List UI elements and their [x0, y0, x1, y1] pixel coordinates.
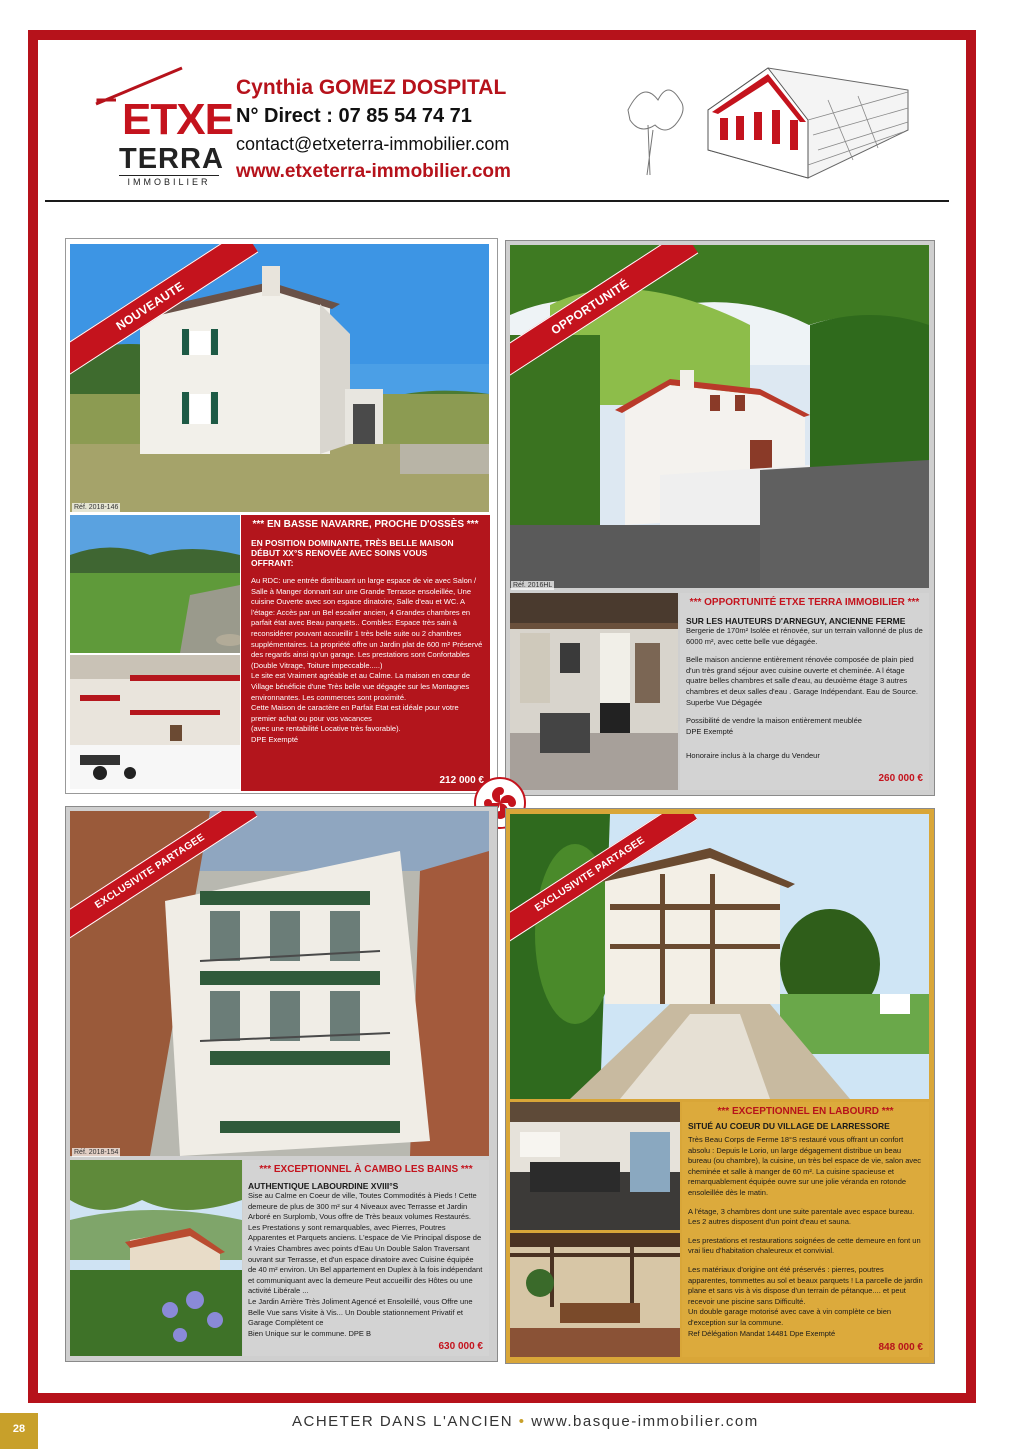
listing-2-para: Bergerie de 170m² Isolée et rénovée, sur un terrain vallonné de plus de 6000 m², avec cette belle vue dégagée. [686, 626, 923, 646]
listing-1-para: Cette Maison de caractère en Parfait Etat est idéale pour votre premier achat ou pour vos vacances [251, 703, 459, 723]
listing-2-photo-living [510, 593, 678, 790]
listing-4-para: Très Beau Corps de Ferme 18°S restauré vous offrant un confort absolu : Depuis le Lorio, un large dégagement distribue un beau bureau (ou chambre), la cuisine, un très bel espace de vie, salon avec cheminée et salle à manger de 60 m². La cuisine spacieuse et remarquablement équipée ouvre sur une jolie véranda en rotonde ensoleillée dès le matin. [688, 1135, 922, 1197]
listing-3-photo-garden [70, 1160, 242, 1356]
agent-name: Cynthia GOMEZ DOSPITAL [236, 76, 507, 99]
listing-3-title: *** EXCEPTIONNEL À CAMBO LES BAINS *** [259, 1164, 473, 1175]
page-number: 28 [0, 1413, 38, 1449]
listing-3-para: Le Jardin Arrière Très Joliment Agencé et Ensoleillé, vous Offre une Belle Vue sans Visite à Vis... Un Double stationnement Privatif et Garage Complètent ce [248, 1296, 473, 1328]
listing-2-description [686, 626, 923, 762]
ribbon-label: OPPORTUNITÉ [510, 245, 698, 384]
listing-1-text-panel [241, 515, 490, 791]
footer-website[interactable]: www.basque-immobilier.com [531, 1413, 759, 1430]
logo-immobilier: IMMOBILIER [119, 175, 219, 188]
listing-2-para: Belle maison ancienne entièrement rénovée composée de plain pied d'un très grand séjour avec cuisine ouverte et cheminée. A l étage quatre belles chambres et salle d'eau, au deuxième étage 3 autres chambres et deux salles d'eau . Garage Indépendant. Eau de Source. Superbe Vue Dégagée [686, 655, 919, 707]
agent-phone[interactable]: N° Direct : 07 85 54 74 71 [236, 105, 472, 127]
ribbon-label: EXCLUSIVITE PARTAGEE [510, 814, 697, 950]
listing-2-fees: Honoraire inclus à la charge du Vendeur [686, 751, 820, 761]
listing-2-title: *** OPPORTUNITÉ ETXE TERRA IMMOBILIER *** [689, 597, 920, 608]
header-divider [45, 200, 949, 202]
listing-3-dpe: Bien Unique sur le commune. DPE B [248, 1328, 371, 1338]
listing-4-text-panel [682, 1102, 929, 1357]
listing-1-para: (avec une rentabilité Locative très favorable). [251, 724, 401, 734]
listing-1-photo-kitchen [70, 655, 240, 789]
listing-1-para: Le site est Vraiment agréable et au Calme. La maison en cœur de Village bénéficie d'une Très belle vue dégagée sur les Montagnes environnantes. Les commerces sont proximité. [251, 671, 471, 702]
ribbon-label: NOUVEAUTE [70, 244, 258, 383]
listing-2-text-panel [680, 593, 929, 790]
ribbon-label: EXCLUSIVITE PARTAGEE [70, 811, 257, 947]
listing-1-ribbon [70, 244, 260, 394]
agency-website[interactable]: www.etxeterra-immobilier.com [236, 161, 511, 182]
listing-2-dpe: DPE Exempté [686, 726, 734, 736]
listing-3-text-panel [243, 1160, 489, 1356]
listing-1-price: 212 000 € [439, 775, 484, 786]
listing-4-para: Un double garage motorisé avec cave à vin complète ce bien d'exception sur la commune. [688, 1307, 892, 1327]
listing-4-para: Les prestations et restaurations soignées de cette demeure en font un vrai lieu d'habitation chaleureux et convivial. [688, 1235, 921, 1256]
listing-2-price: 260 000 € [878, 773, 923, 784]
listing-3-price: 630 000 € [438, 1341, 483, 1352]
logo-etxe: ETXE [122, 95, 233, 144]
listing-2-ribbon [510, 245, 700, 395]
footer-banner [292, 1413, 759, 1430]
listing-1-photo-garden [70, 515, 240, 653]
contact-block [236, 74, 511, 186]
listing-1-description [247, 576, 484, 746]
listing-1-dpe: DPE Exempté [251, 734, 299, 744]
listing-2-ref: Réf. 2016HL [513, 582, 553, 589]
listing-4-price: 848 000 € [878, 1342, 923, 1353]
listing-1-ref: Réf. 2018-146 [74, 504, 119, 511]
listing-4-para: A l'étage, 3 chambres dont une suite parentale avec espace bureau. Les 2 autres disposent d'un point d'eau et sauna. [688, 1206, 915, 1227]
footer-separator: • [518, 1413, 526, 1430]
listing-3-description [248, 1191, 484, 1339]
listing-4-ribbon [510, 814, 700, 964]
listing-1-title: *** EN BASSE NAVARRE, PROCHE D'OSSÈS *** [252, 519, 479, 530]
logo-terra: TERRA [119, 143, 224, 175]
listing-3-subtitle: AUTHENTIQUE LABOURDINE XVIII°S [248, 1181, 399, 1191]
listing-4-para: Les matériaux d'origine ont été préservés : pierres, poutres apparentes, tommettes au sol et beaux parquets ! La parcelle de jardin plane et sans vis à vis dispose d'un terrain de pétanque.... et peut recevoir une piscine sans Difficulté. [688, 1264, 923, 1306]
listing-3-ribbon [70, 811, 260, 961]
listing-4-dpe: Ref Délégation Mandat 14481 Dpe Exempté [688, 1328, 836, 1338]
listing-3-ref: Réf. 2018-154 [74, 1149, 119, 1156]
listing-2-para: Possibilité de vendre la maison entièrement meublée [686, 716, 862, 726]
footer-section: ACHETER DANS L'ANCIEN [292, 1413, 514, 1430]
etxeterra-logo [94, 66, 233, 187]
listing-1-subtitle: EN POSITION DOMINANTE, TRÈS BELLE MAISON DÉBUT XX°S RENOVÉE AVEC SOINS VOUS OFFRANT: [251, 538, 454, 568]
listing-2-subtitle: SUR LES HAUTEURS D'ARNEGUY, ANCIENNE FERME [686, 616, 906, 626]
agent-email[interactable]: contact@etxeterra-immobilier.com [236, 134, 510, 154]
listing-3-para: Sise au Calme en Coeur de ville, Toutes Commodités à Pieds ! Cette demeure de plus de 300 m² sur 4 Niveaux avec Terrasse et Jardin Arboré en Surplomb, Vous offre de Très beaux volumes Restaurés. Les Prestations y sont remarquables, avec Pierres, Poutres Apparentes et Parquets anciens. L'espace de Vie Principal dispose de 4 Vraies Chambres avec points d'Eau Un Double Salon Traversant ouvrant sur Terrasse, et d'un espace dinatoire avec Cuisine équipée de 40 m² environ. Un Bel appartement en Duplex à la fois indépendant et communiquant avec la demeure Peut accueillir des Hôtes ou une activité Libérale ... [248, 1191, 483, 1296]
listing-4-photo-dining [510, 1233, 680, 1357]
listing-4-description [688, 1135, 923, 1339]
listing-4-title: *** EXCEPTIONNEL EN LABOURD *** [717, 1106, 894, 1117]
farmhouse-sketch [608, 60, 928, 192]
listing-4-subtitle: SITUÉ AU COEUR DU VILLAGE DE LARRESSORE [688, 1121, 890, 1131]
listing-1-para: Au RDC: une entrée distribuant un large espace de vie avec Salon / Salle à Manger donnant sur une Grande Terrasse ensoleillée, Une cuisine Ouverte avec son espace dinatoire, Salle d'eau et WC. A l'étage: Accès par un Bel escalier ancien, 4 Grandes chambres en parfait état avec Beau parquets.. Combles: Espace très sain à reconsidérer pouvant accueillir 1 très belle suite ou 2 chambres supplémentaires. La propriété offre un Jardin plat de 600 m² Préservé des regards ainsi qu'un garage. Les prestations sont Confortables (Double Vitrage, Toiture impeccable.....) [251, 576, 483, 670]
listing-4-photo-kitchen [510, 1102, 680, 1230]
